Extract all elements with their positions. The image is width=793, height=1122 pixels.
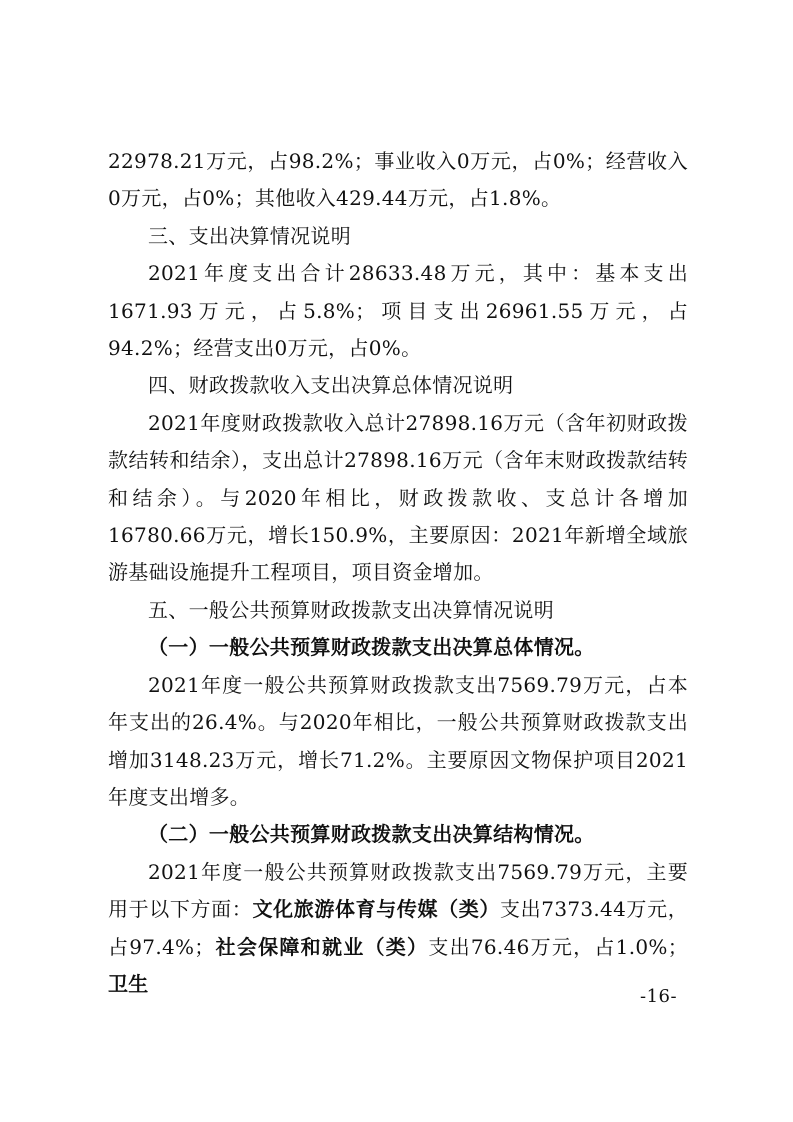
section-heading-general-budget: 五、一般公共预算财政拨款支出决算情况说明	[148, 597, 554, 622]
page-number: -16-	[640, 986, 678, 1007]
paragraph-fiscal-appropriation: 2021年度财政拨款收入总计27898.16万元（含年初财政拨款结转和结余），支出总计27898.16万元（含年末财政拨款结转和结余）。与2020年相比，财政拨款收、支总计各增加16780.66万元，增长150.9%，主要原因：2021年新增全域旅游基础设施提升工程项目，项目资金增加。	[108, 410, 688, 585]
structure-category-health: 卫生	[108, 971, 149, 996]
structure-text-culture-amount: 支出7373.44万元，占97.4%；	[108, 897, 688, 959]
structure-category-culture: 文化旅游体育与传媒（类）	[252, 897, 501, 922]
subheading-general-budget-overall: （一）一般公共预算财政拨款支出决算总体情况。	[148, 635, 595, 660]
structure-category-social-security: 社会保障和就业（类）	[214, 934, 429, 959]
paragraph-expenditure: 2021年度支出合计28633.48万元，其中：基本支出1671.93万元，占5.8%；项目支出26961.55万元，占94.2%；经营支出0万元，占0%。	[108, 261, 688, 361]
section-heading-expenditure: 三、支出决算情况说明	[148, 223, 351, 248]
paragraph-general-budget-structure	[108, 854, 688, 1004]
paragraph-general-budget-overall: 2021年度一般公共预算财政拨款支出7569.79万元，占本年支出的26.4%。与2020年相比，一般公共预算财政拨款支出增加3148.23万元，增长71.2%。主要原因文物保护项目2021年度支出增多。	[108, 672, 688, 809]
structure-text-social-security-amount: 支出76.46万元，占1.0%；	[428, 934, 688, 959]
section-heading-fiscal-appropriation: 四、财政拨款收入支出决算总体情况说明	[148, 373, 514, 398]
paragraph-income-continued: 22978.21万元，占98.2%；事业收入0万元，占0%；经营收入0万元，占0%；其他收入429.44万元，占1.8%。	[108, 149, 688, 211]
subheading-general-budget-structure: （二）一般公共预算财政拨款支出决算结构情况。	[148, 822, 595, 847]
structure-text-intro: 2021年度一般公共预算财政拨款支出7569.79万元，主要用于以下方面：	[108, 859, 688, 922]
document-body	[108, 143, 688, 1003]
